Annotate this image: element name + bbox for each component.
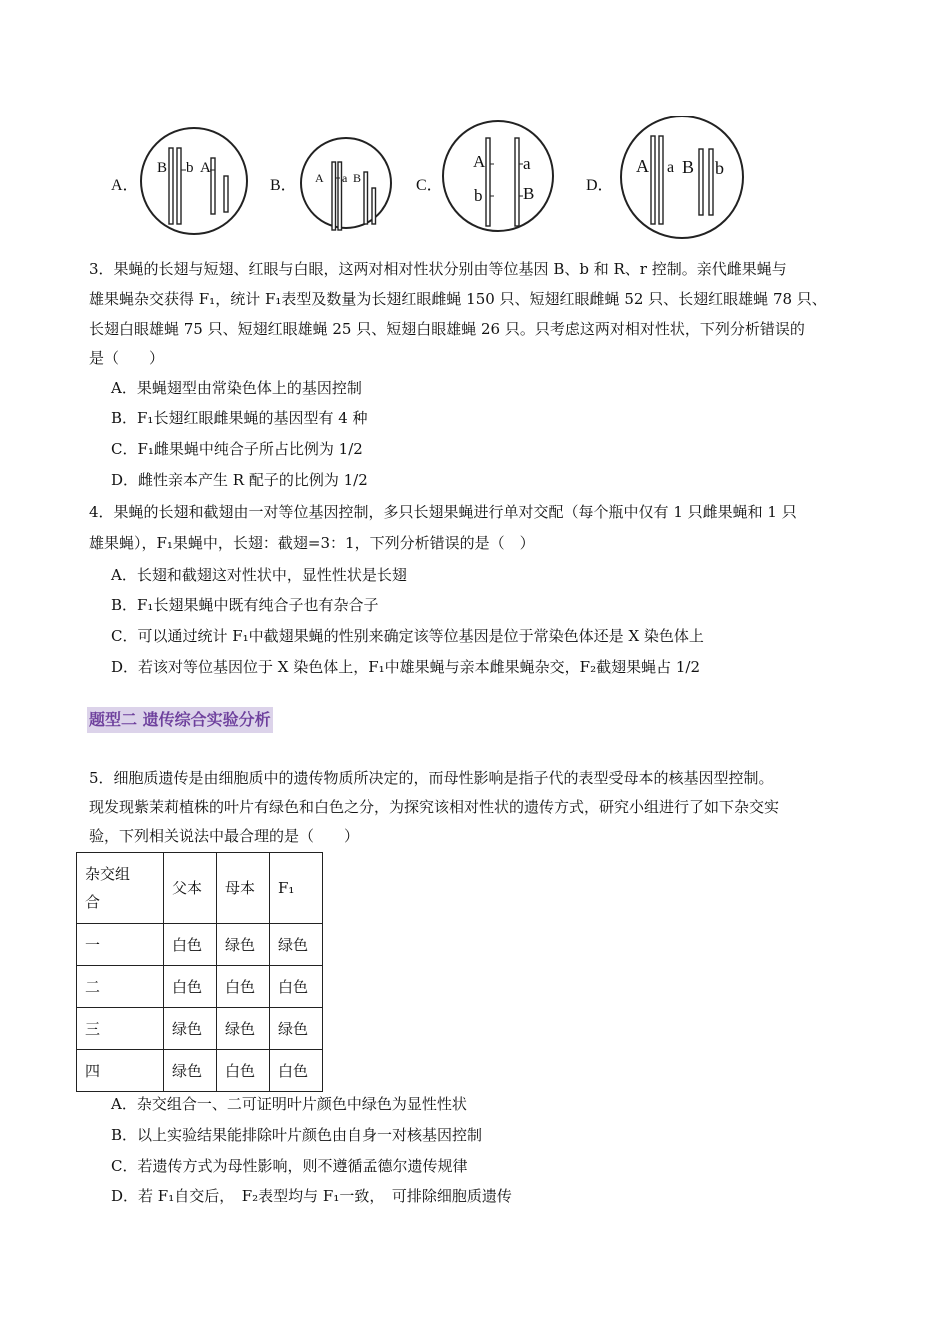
- cell-circle-c: [443, 121, 553, 231]
- chromosome-diagrams: [0, 116, 950, 246]
- chromosome-figure: [0, 116, 950, 246]
- gene-label: A: [200, 160, 211, 176]
- q5-option-a: A．杂交组合一、二可证明叶片颜色中绿色为显性性状: [111, 1095, 467, 1113]
- table-row: [77, 1008, 323, 1050]
- cross-results-table: [76, 852, 323, 1092]
- gene-label: B: [157, 160, 168, 176]
- gene-label: B: [682, 157, 695, 177]
- q5-option-c: C．若遗传方式为母性影响，则不遵循孟德尔遗传规律: [111, 1157, 468, 1175]
- header-cross-group-line2: 合: [85, 893, 101, 911]
- chromosome: [338, 162, 342, 230]
- table-cell: 绿色: [217, 1008, 270, 1050]
- q4-option-b: B．F₁长翅果蝇中既有纯合子也有杂合子: [111, 596, 379, 614]
- chromosome: [651, 136, 655, 224]
- section-heading: 题型二 遗传综合实验分析: [87, 707, 273, 733]
- gene-label: a: [667, 159, 675, 176]
- table-cell: 二: [77, 966, 164, 1008]
- table-row: [77, 924, 323, 966]
- table-header-row: [77, 853, 323, 924]
- figure-option-d-letter: D．: [586, 177, 614, 194]
- figure-option-a-letter: A．: [111, 177, 139, 194]
- table-cell: 一: [77, 924, 164, 966]
- q4-option-d: D．若该对等位基因位于 X 染色体上，F₁中雄果蝇与亲本雌果蝇杂交，F₂截翅果蝇占 1/2: [111, 658, 700, 676]
- table-cell: 绿色: [164, 1008, 217, 1050]
- gene-label: A: [315, 171, 324, 185]
- table-header-cell: 母本: [217, 853, 270, 924]
- chromosome: [224, 176, 228, 212]
- q3-stem-line: 3．果蝇的长翅与短翅、红眼与白眼，这两对相对性状分别由等位基因 B、b 和 R、r 控制。亲代雌果蝇与: [89, 260, 787, 278]
- gene-label: a: [342, 171, 348, 185]
- q4-stem-line: 4．果蝇的长翅和截翅由一对等位基因控制，多只长翅果蝇进行单对交配（每个瓶中仅有 1 只雌果蝇和 1 只: [89, 503, 797, 521]
- figure-option-c-letter: C．: [416, 177, 443, 194]
- chromosome: [699, 149, 703, 215]
- table-header-cell: 父本: [164, 853, 217, 924]
- chromosome: [211, 158, 215, 214]
- q3-option-a: A．果蝇翅型由常染色体上的基因控制: [111, 379, 362, 397]
- table-cell: 绿色: [270, 924, 323, 966]
- gene-label: a: [523, 154, 531, 173]
- table-cell: 白色: [270, 1050, 323, 1092]
- cell-circle-a: [141, 128, 247, 234]
- gene-label: A: [636, 156, 649, 176]
- gene-label: b: [186, 160, 194, 176]
- q4-option-c: C．可以通过统计 F₁中截翅果蝇的性别来确定该等位基因是位于常染色体还是 X 染色体上: [111, 627, 704, 645]
- gene-label: A: [473, 152, 486, 171]
- q3-option-d: D．雌性亲本产生 R 配子的比例为 1/2: [111, 471, 368, 489]
- table-cell: 白色: [164, 924, 217, 966]
- q3-stem-line: 是（ ）: [89, 349, 165, 367]
- table-header-cell: [77, 853, 164, 924]
- gene-label: B: [353, 171, 362, 185]
- q4-stem-line: 雄果蝇），F₁果蝇中，长翅：截翅=3：1，下列分析错误的是（ ）: [89, 534, 535, 552]
- table-cell: 白色: [217, 1050, 270, 1092]
- chromosome: [364, 172, 368, 224]
- chromosome: [372, 188, 376, 224]
- chromosome: [515, 138, 519, 226]
- table-cell: 白色: [164, 966, 217, 1008]
- q3-option-b: B．F₁长翅红眼雌果蝇的基因型有 4 种: [111, 409, 368, 427]
- figure-option-b-letter: B．: [270, 177, 297, 194]
- table-cell: 绿色: [164, 1050, 217, 1092]
- q3-stem-line: 长翅白眼雄蝇 75 只、短翅红眼雄蝇 25 只、短翅白眼雄蝇 26 只。只考虑这两对相对性状，下列分析错误的: [89, 320, 805, 338]
- q4-option-a: A．长翅和截翅这对性状中，显性性状是长翅: [111, 566, 407, 584]
- chromosome: [332, 162, 336, 230]
- q5-stem-line: 5．细胞质遗传是由细胞质中的遗传物质所决定的，而母性影响是指子代的表型受母本的核基因型控制。: [89, 769, 774, 787]
- table-cell: 绿色: [217, 924, 270, 966]
- q5-stem-line: 现发现紫茉莉植株的叶片有绿色和白色之分，为探究该相对性状的遗传方式，研究小组进行了如下杂交实: [89, 798, 780, 816]
- chromosome: [709, 149, 713, 215]
- table-cell: 白色: [270, 966, 323, 1008]
- gene-label: b: [715, 158, 724, 178]
- chromosome: [169, 148, 173, 224]
- chromosome: [486, 138, 490, 226]
- q5-stem-line: 验，下列相关说法中最合理的是（ ）: [89, 827, 360, 845]
- table-cell: 四: [77, 1050, 164, 1092]
- chromosome: [659, 136, 663, 224]
- header-cross-group-line1: 杂交组: [85, 865, 131, 883]
- chromosome: [177, 148, 181, 224]
- table-cell: 白色: [217, 966, 270, 1008]
- gene-label: b: [474, 186, 483, 205]
- table-header-cell: F₁: [270, 853, 323, 924]
- q5-option-d: D．若 F₁自交后， F₂表型均与 F₁一致， 可排除细胞质遗传: [111, 1187, 512, 1205]
- q3-option-c: C．F₁雌果蝇中纯合子所占比例为 1/2: [111, 440, 363, 458]
- table-cell: 绿色: [270, 1008, 323, 1050]
- q3-stem-line: 雄果蝇杂交获得 F₁，统计 F₁表型及数量为长翅红眼雌蝇 150 只、短翅红眼雌蝇 52 只、长翅红眼雄蝇 78 只、: [89, 290, 827, 308]
- table-cell: 三: [77, 1008, 164, 1050]
- q5-option-b: B．以上实验结果能排除叶片颜色由自身一对核基因控制: [111, 1126, 483, 1144]
- gene-label: B: [523, 184, 535, 203]
- table-row: [77, 1050, 323, 1092]
- table-row: [77, 966, 323, 1008]
